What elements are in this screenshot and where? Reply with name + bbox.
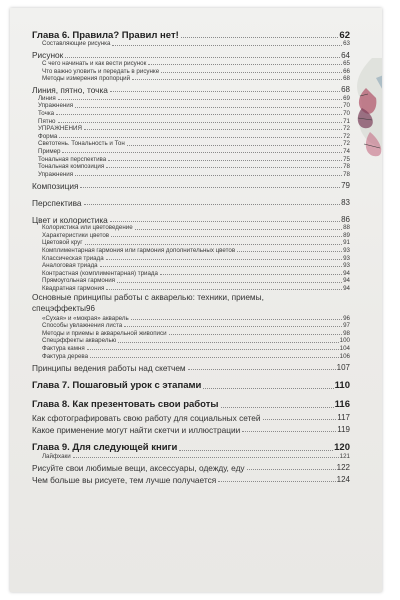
toc-page-number: 63 [343, 40, 350, 48]
toc-entry-title: Лайфхаки [42, 453, 71, 461]
toc-entry-title: Комплиментарная гармония или гармония дополнительных цветов [42, 247, 236, 255]
dot-leader [188, 369, 336, 370]
toc-subsection [32, 132, 350, 140]
toc-chapter [32, 377, 350, 391]
dot-leader [179, 450, 333, 451]
toc-page-number: 96 [343, 314, 350, 322]
toc-page-number: 124 [336, 475, 350, 485]
toc-entry-title: Пятно [38, 117, 56, 125]
toc-entry-title: Аналоговая триада [42, 262, 98, 270]
toc-subsection [32, 352, 350, 360]
toc-subsection [32, 148, 350, 156]
toc-entry-title: Колористика или цветоведение [42, 224, 133, 232]
toc-section [32, 410, 350, 422]
toc-entry-title: Перспектива [32, 197, 82, 208]
toc-subsection [32, 254, 350, 262]
toc-page-number: 68 [343, 75, 350, 83]
toc-subsection [32, 262, 350, 270]
toc-subsection [32, 269, 350, 277]
toc-subsection [32, 247, 350, 255]
toc-page-number: 100 [339, 337, 350, 345]
toc-page-number: 121 [339, 453, 350, 461]
toc-entry-title: Глава 6. Правила? Правил нет! [32, 29, 179, 41]
dot-leader [237, 251, 342, 252]
dot-leader [131, 319, 342, 320]
toc-page-number: 79 [341, 180, 350, 190]
dot-leader [247, 469, 336, 470]
toc-page-number: 83 [341, 197, 350, 207]
toc-entry-title: Рисуйте свои любимые вещи, аксессуары, одежду, еду [32, 463, 245, 474]
dot-leader [181, 37, 339, 38]
dot-leader [112, 45, 342, 46]
toc-page-number: 72 [343, 140, 350, 148]
toc-entry-title: Фактура дерева [42, 352, 89, 360]
toc-entry-title: Какое применение могут найти скетчи и иллюстрации [32, 424, 241, 435]
dot-leader [106, 259, 342, 260]
toc-entry-title: УПРАЖНЕНИЯ [38, 125, 82, 133]
dot-leader [203, 388, 333, 389]
toc-subsection [32, 67, 350, 75]
toc-page-number: 98 [343, 329, 350, 337]
toc-page-number: 93 [343, 262, 350, 270]
toc-subsection [32, 140, 350, 148]
toc-entry-title: Характеристики цветов [42, 231, 110, 239]
dot-leader [106, 289, 342, 290]
dot-leader [80, 187, 340, 188]
toc-entry-title: Линия [38, 94, 56, 102]
toc-page-number: 88 [343, 224, 350, 232]
toc-chapter [32, 439, 350, 453]
toc-subsection [32, 94, 350, 102]
toc-subsection [32, 224, 350, 232]
toc-page-number: 122 [336, 463, 350, 473]
dot-leader [161, 72, 342, 73]
toc-page-number: 104 [339, 345, 350, 353]
toc-entry-title: Методы и приемы в акварельной живописи [42, 329, 167, 337]
toc-chapter [32, 396, 350, 410]
dot-leader [124, 326, 342, 327]
toc-page-number: 94 [343, 277, 350, 285]
toc-section [32, 212, 350, 224]
toc-page-number: 97 [343, 322, 350, 330]
book-page [10, 8, 382, 592]
toc-subsection [32, 60, 350, 68]
toc-entry-title: С чего начинать и как вести рисунок [42, 59, 147, 67]
toc-entry-title: Цвет и колористика [32, 214, 108, 225]
dot-leader [75, 175, 342, 176]
toc-entry-title: Цветовой круг [42, 239, 83, 247]
toc-page-number: 75 [343, 155, 350, 163]
toc-page-number: 78 [343, 163, 350, 171]
toc-subsection [32, 285, 350, 293]
toc-page-number: 89 [343, 231, 350, 239]
toc-subsection [32, 322, 350, 330]
toc-page-number: 70 [343, 109, 350, 117]
toc-section [32, 48, 350, 60]
dot-leader [65, 57, 340, 58]
dot-leader [84, 129, 342, 130]
toc-subsection [32, 232, 350, 240]
toc-subsection [32, 345, 350, 353]
dot-leader [242, 431, 336, 432]
dot-leader [218, 481, 335, 482]
toc-page-number: 72 [343, 132, 350, 140]
toc-page-number: 68 [341, 85, 350, 95]
dot-leader [135, 229, 342, 230]
dot-leader [127, 145, 342, 146]
toc-page-number: 91 [343, 239, 350, 247]
dot-leader [221, 407, 334, 408]
toc-entry-title: Методы измерения пропорций [42, 75, 131, 83]
toc-entry-title: Форма [38, 132, 58, 140]
toc-entry-title: Контрастная (комплиментарная) триада [42, 269, 158, 277]
toc-subsection [32, 239, 350, 247]
toc-page-number: 64 [341, 50, 350, 60]
toc-chapter [32, 26, 350, 40]
dot-leader [90, 357, 339, 358]
toc-page-number: 117 [337, 412, 350, 422]
toc-section [32, 460, 350, 472]
toc-page-number: 119 [337, 424, 350, 434]
toc-entry-title: Рисунок [32, 50, 64, 61]
toc-section [32, 195, 350, 207]
toc-subsection [32, 163, 350, 171]
toc-subsection [32, 75, 350, 83]
toc-subsection [32, 170, 350, 178]
toc-section [32, 472, 350, 484]
dot-leader [73, 457, 339, 458]
dot-leader [117, 282, 342, 283]
dot-leader [169, 334, 343, 335]
toc-entry-title: Глава 8. Как презентовать свои работы [32, 399, 219, 411]
toc-section [32, 422, 350, 434]
dot-leader [58, 99, 342, 100]
dot-leader [110, 91, 340, 92]
dot-leader [85, 244, 343, 245]
toc-subsection [32, 125, 350, 133]
toc-entry-title: Глава 7. Пошаговый урок с этапами [32, 380, 202, 392]
toc-entry-title: «Сухая» и «мокрая» акварель [42, 314, 129, 322]
dot-leader [148, 64, 342, 65]
toc-page-number: 120 [334, 442, 350, 454]
toc-subsection [32, 155, 350, 163]
toc-entry-title: Композиция [32, 180, 79, 191]
dot-leader [56, 114, 342, 115]
toc-entry-title: Как сфотографировать свою работу для социальных сетей [32, 412, 261, 423]
toc-page-number: 93 [343, 247, 350, 255]
toc-entry-title: Прямоугольная гармония [42, 277, 115, 285]
toc-entry-title-line2: спецэффекты [32, 303, 86, 314]
toc-entry-title: Квадратная гармония [42, 285, 105, 293]
toc-subsection [32, 117, 350, 125]
toc-entry-multiline [32, 292, 350, 314]
toc-entry-title: Упражнения [38, 170, 74, 178]
toc-subsection [32, 277, 350, 285]
toc-page-number: 62 [339, 29, 350, 41]
toc-entry-title: Точка [38, 109, 55, 117]
toc-page-number: 66 [343, 67, 350, 75]
toc-page-number: 94 [343, 285, 350, 293]
toc-subsection [32, 40, 350, 48]
toc-entry-title: Составляющие рисунка [42, 40, 111, 48]
table-of-contents [32, 26, 350, 484]
dot-leader [118, 342, 338, 343]
toc-entry-title: Глава 9. Для следующей книги [32, 442, 178, 454]
toc-section [32, 82, 350, 94]
dot-leader [160, 274, 342, 275]
toc-subsection [32, 102, 350, 110]
toc-page-number: 70 [343, 102, 350, 110]
toc-page-number: 65 [343, 59, 350, 67]
toc-page-number: 116 [334, 399, 350, 411]
toc-subsection [32, 110, 350, 118]
toc-page-number: 74 [343, 147, 350, 155]
toc-page-number: 78 [343, 170, 350, 178]
toc-entry-title-line1: Основные принципы работы с акварелью: техники, приемы, [32, 292, 264, 303]
toc-entry-title: Спецэффекты акварелью [42, 337, 117, 345]
toc-entry-title: Упражнения [38, 102, 74, 110]
dot-leader [62, 152, 342, 153]
dot-leader [106, 167, 342, 168]
toc-entry-line2 [32, 303, 350, 314]
dot-leader [58, 122, 343, 123]
toc-subsection [32, 337, 350, 345]
toc-page-number: 86 [341, 214, 350, 224]
toc-page-number: 94 [343, 269, 350, 277]
dot-leader [108, 160, 342, 161]
toc-entry-title: Что важно уловить и передать в рисунке [42, 67, 160, 75]
dot-leader [100, 266, 342, 267]
dot-leader [111, 236, 342, 237]
toc-section [32, 178, 350, 190]
toc-entry-title: Способы увлажнения листа [42, 322, 123, 330]
toc-entry-title: Тональная композиция [38, 163, 105, 171]
toc-subsection [32, 314, 350, 322]
toc-subsection [32, 329, 350, 337]
toc-entry-title: Классическая триада [42, 254, 104, 262]
toc-entry-title: Фактура камня [42, 345, 85, 353]
toc-entry-title: Чем больше вы рисуете, тем лучше получается [32, 475, 217, 486]
dot-leader [263, 419, 337, 420]
toc-entry-title: Тональная перспектива [38, 155, 107, 163]
dot-leader [87, 349, 339, 350]
toc-entry-title: Линия, пятно, точка [32, 85, 108, 96]
toc-page-number: 107 [336, 362, 350, 372]
toc-entry-title: Принципы ведения работы над скетчем [32, 362, 186, 373]
toc-subsection [32, 453, 350, 461]
toc-entry-title: Пример [38, 147, 61, 155]
dot-leader [110, 221, 340, 222]
dot-leader [132, 79, 342, 80]
toc-page-number: 71 [343, 117, 350, 125]
toc-page-number: 96 [86, 304, 95, 314]
toc-page-number: 72 [343, 125, 350, 133]
dot-leader [59, 137, 342, 138]
toc-section [32, 360, 350, 372]
toc-page-number: 106 [339, 352, 350, 360]
dot-leader [84, 204, 341, 205]
toc-entry-title: Светотень. Тональность и Тон [38, 140, 125, 148]
dot-leader [75, 107, 342, 108]
toc-page-number: 69 [343, 94, 350, 102]
toc-page-number: 110 [334, 380, 350, 392]
toc-page-number: 93 [343, 254, 350, 262]
